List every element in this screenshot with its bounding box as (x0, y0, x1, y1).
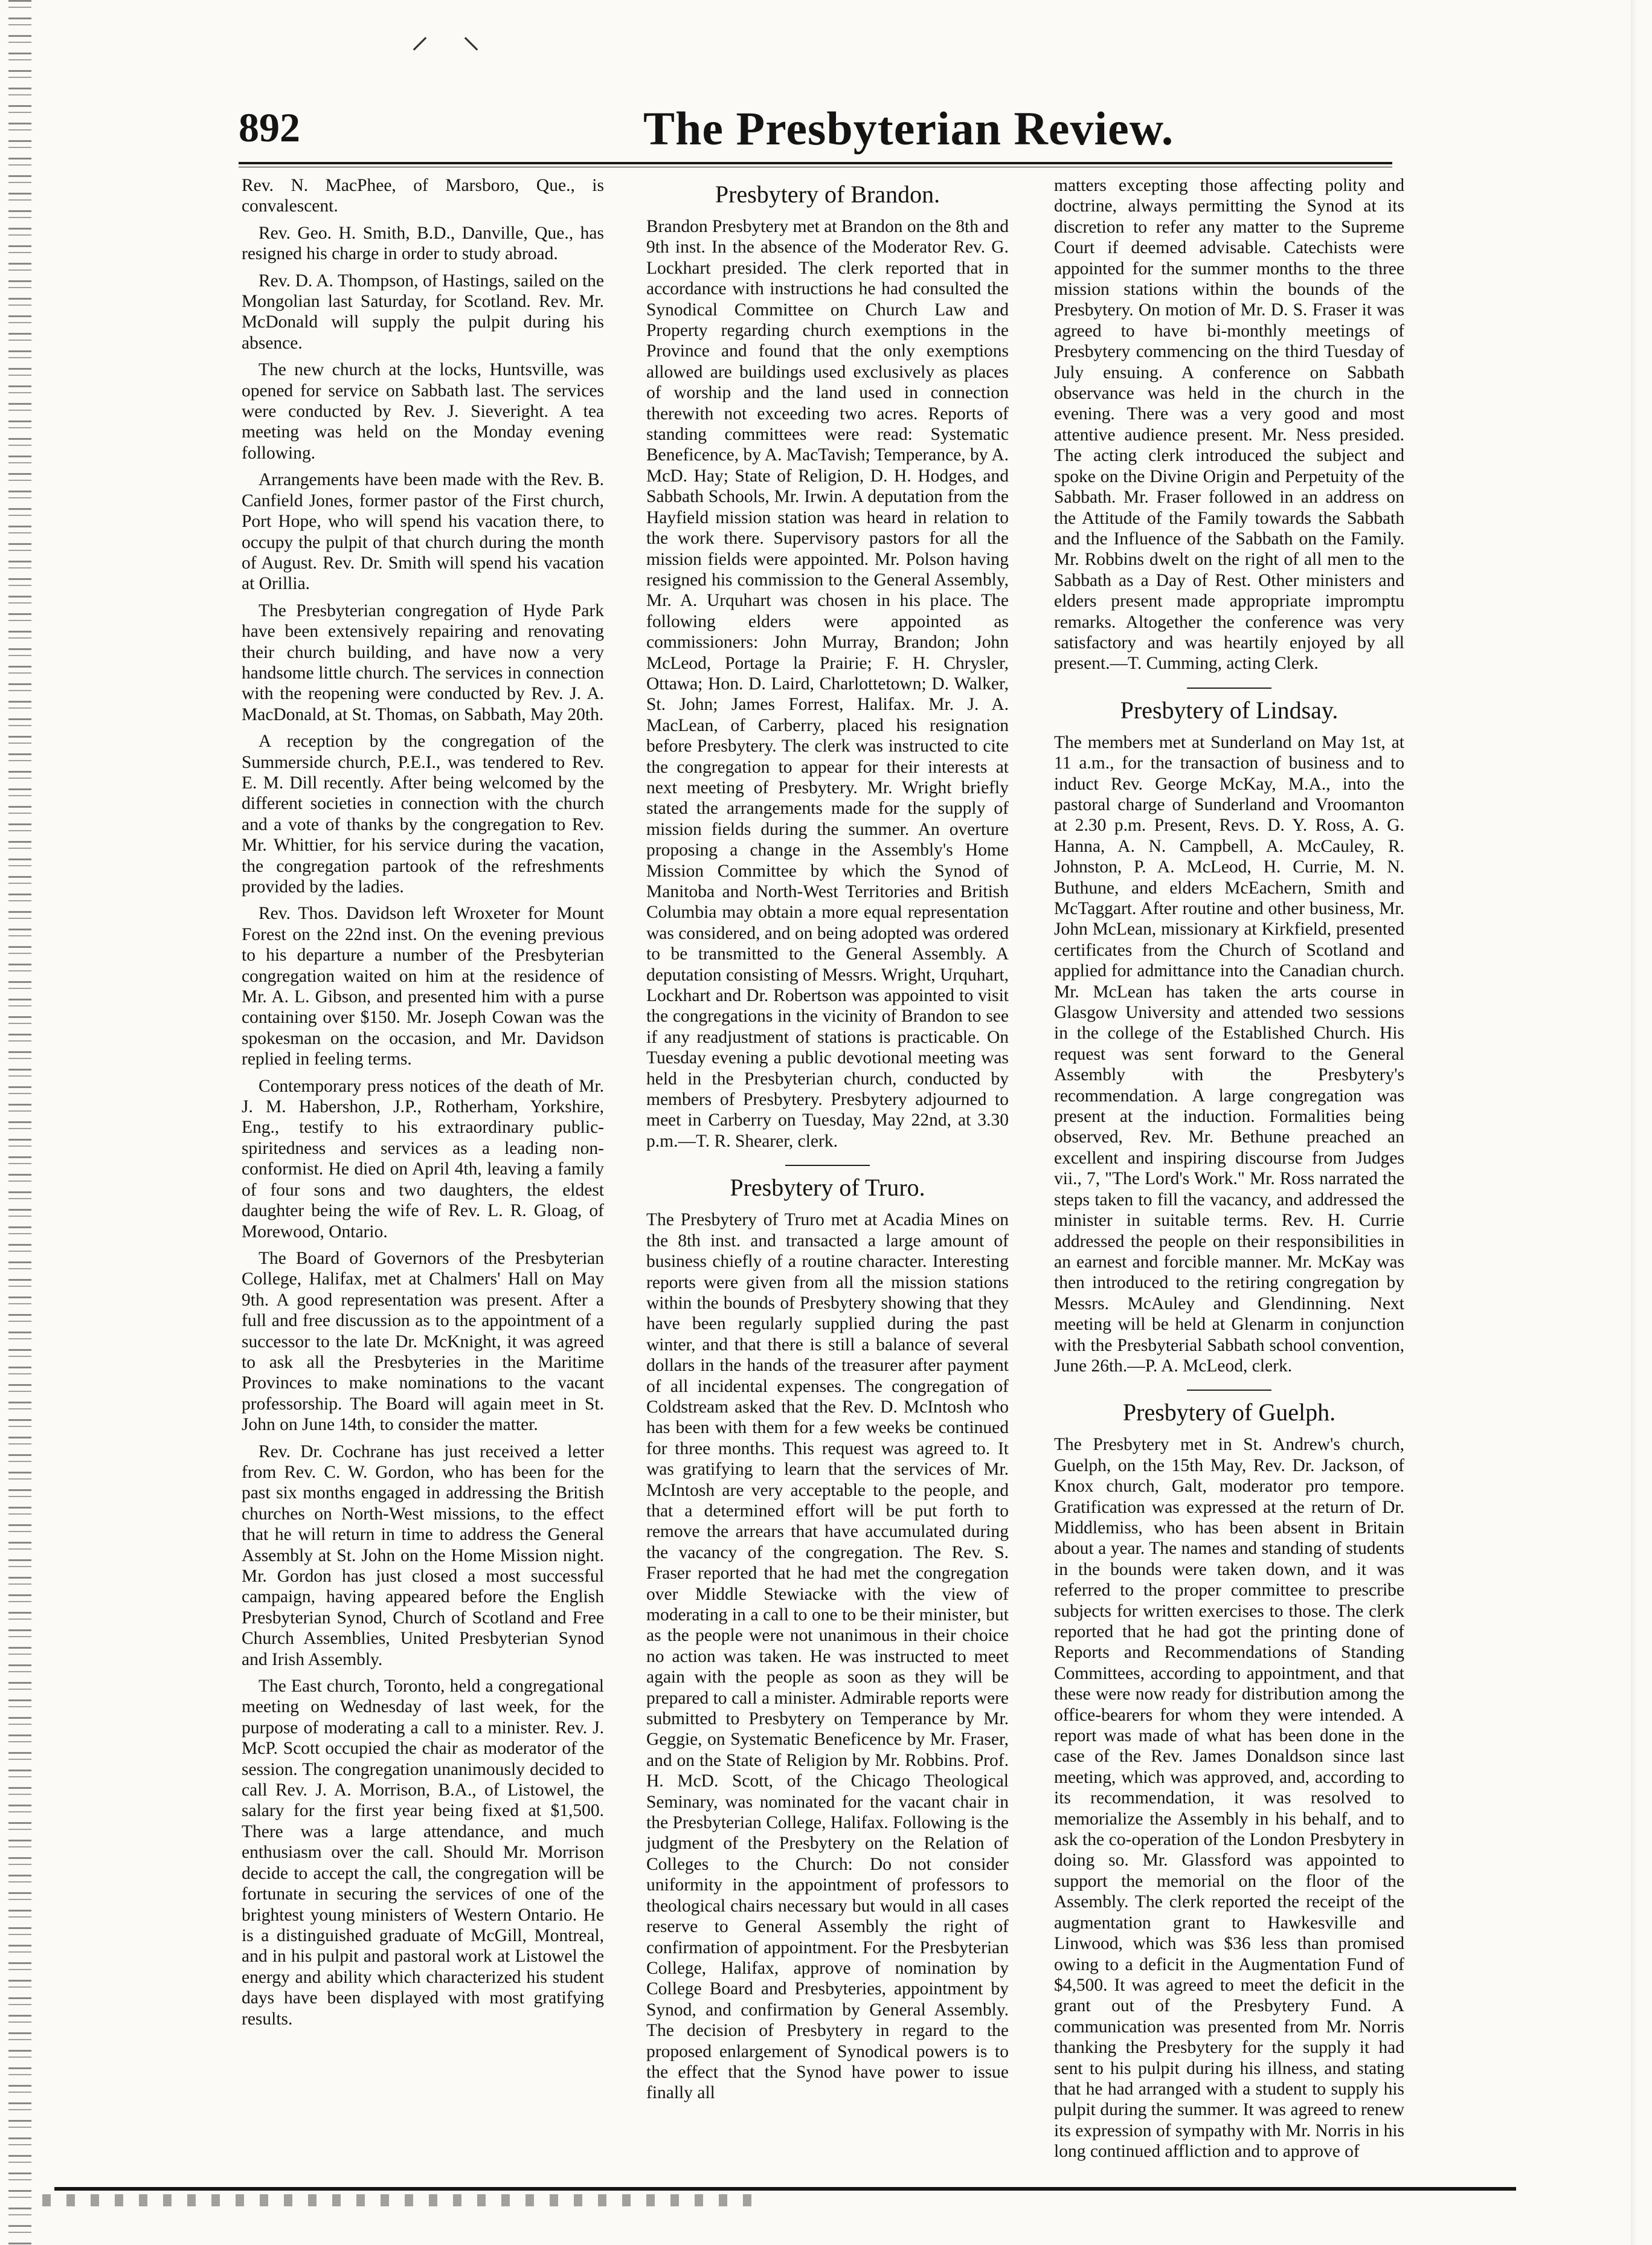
section-divider (1187, 1390, 1271, 1391)
column-3 (1054, 175, 1404, 2168)
section-divider (1187, 688, 1271, 689)
section-heading-truro: Presbytery of Truro. (730, 1174, 925, 1202)
bottom-rule (54, 2187, 1516, 2191)
news-item: The Board of Governors of the Presbyterian College, Halifax, met at Chalmers' Hall on May 9th. A good representation was present. After a full and free discussion as to the appointment of a successor to the late Dr. McKnight, it was agreed to ask all the Presbyteries in the Maritime Provinces to make nominations to the vacant professorship. The Board will again meet in St. John on June 14th, to consider the matter. (242, 1248, 604, 1435)
scan-bottom-noise (42, 2194, 767, 2206)
scan-binding-edge (8, 0, 31, 2245)
news-item: The East church, Toronto, held a congregational meeting on Wednesday of last week, for the purpose of moderating a call to a minister. Rev. J. McP. Scott occupied the chair as moderator of the session. The congregation unanimously decided to call Rev. J. A. Morrison, B.A., of Listowel, the salary for the first year being fixed at $1,500. There was a large attendance, and much enthusiasm over the call. Should Mr. Morrison decide to accept the call, the congregation will be fortunate in securing the services of one of the brightest young ministers of Western Ontario. He is a distinguished graduate of McGill, Montreal, and in his pulpit and pastoral work at Listowel the energy and ability which characterized his student days have been displayed with most gratifying results. (242, 1677, 604, 2029)
scan-right-edge (1631, 0, 1637, 2245)
news-item: Rev. Dr. Cochrane has just received a letter from Rev. C. W. Gordon, who has been for the past six months engaged in addressing the British churches on North-West missions, to the effect that he will return in time to address the General Assembly at St. John on the Home Mission night. Mr. Gordon has just closed a most successful campaign, having appeared before the English Presbyterian Synod, Church of Scotland and Free Church Assemblies, United Presbyterian Synod and Irish Assembly. (242, 1441, 604, 1669)
section-heading-guelph: Presbytery of Guelph. (1122, 1399, 1336, 1426)
continued-text: matters excepting those affecting polity and doctrine, always permitting the Synod at its discretion to refer any matter to the Supreme Court if deemed advisable. Catechists were appointed for the summer months to the three mission stations within the bounds of the Presbytery. On motion of Mr. D. S. Fraser it was agreed to have bi-monthly meetings of Presbytery commencing on the third Tuesday of July ensuing. A conference on Sabbath observance was held in the church in the evening. There was a very good and most attentive audience present. Mr. Ness presided. The acting clerk introduced the subject and spoke on the Divine Origin and Perpetuity of the Sabbath. Mr. Fraser followed in an address on the Attitude of the Family towards the Sabbath and the Influence of the Sabbath on the Family. Mr. Robbins dwelt on the right of all men to the Sabbath as a Day of Rest. Other ministers and elders present made appropriate impromptu remarks. Altogether the conference was very satisfactory and was heartily enjoyed by all present.—T. Cumming, acting Clerk. (1054, 176, 1404, 674)
news-item: A reception by the congregation of the Summerside church, P.E.I., was tendered to Rev. E. M. Dill recently. After being welcomed by the different societies in connection with the church and a vote of thanks by the congregation to Rev. Mr. Whittier, for his service during the vacation, the congregation partook of the refreshments provided by the ladies. (242, 732, 604, 897)
news-item: Contemporary press notices of the death of Mr. J. M. Habershon, J.P., Rotherham, Yorkshire, Eng., testify to his extraordinary public-spiritedness and services as a leading non-conformist. He died on April 4th, leaving a family of four sons and two daughters, the eldest daughter being the wife of Rev. L. R. Gloag, of Morewood, Ontario. (242, 1076, 604, 1242)
section-body-brandon: Brandon Presbytery met at Brandon on the 8th and 9th inst. In the absence of the Moderator Rev. G. Lockhart presided. The clerk reported that in accordance with instructions he had consulted the Synodical Committee on Church Law and Property regarding church exemptions in the Province and found that the only exemptions allowed are buildings used exclusively as places of worship and the land used in connection therewith not exceeding two acres. Reports of standing committees were read: Systematic Beneficence, by A. MacTavish; Temperance, by A. McD. Hay; State of Religion, D. H. Hodges, and Sabbath Schools, Mr. Irwin. A deputation from the Hayfield mission station was heard in relation to the work there. Supervisory pastors for all the mission fields were appointed. Mr. Polson having resigned his commission to the General Assembly, Mr. A. Urquhart was chosen in his place. The following elders were appointed as commissioners: John Murray, Brandon; John McLeod, Portage la Prairie; F. H. Chrysler, Ottawa; Hon. D. Laird, Charlottetown; D. Walker, St. John; James Forrest, Halifax. Mr. J. A. MacLean, of Carberry, placed his resignation before Presbytery. The clerk was instructed to cite the congregation to appear for their interests at next meeting of Presbytery. Mr. Wright briefly stated the arrangements made for the supply of mission fields during the summer. An overture proposing a change in the Assembly's Home Mission Committee by which the Synod of Manitoba and North-West Territories and British Columbia may obtain a more equal representation was considered, and on being adopted was ordered to be transmitted to the General Assembly. A deputation consisting of Messrs. Wright, Urquhart, Lockhart and Dr. Robertson was appointed to visit the congregations in the vicinity of Brandon to see if any readjustment of stations is practicable. On Tuesday evening a public devotional meeting was held in the Presbyterian church, conducted by members of Presbytery. Presbytery adjourned to meet in Carberry on Tuesday, May 22nd, at 3.30 p.m.—T. R. Shearer, clerk. (646, 217, 1009, 1151)
news-item: Rev. Geo. H. Smith, B.D., Danville, Que., has resigned his charge in order to study abroad. (242, 223, 604, 264)
column-1 (242, 175, 604, 2035)
masthead-title: The Presbyterian Review. (643, 102, 1174, 155)
section-body-truro: The Presbytery of Truro met at Acadia Mines on the 8th inst. and transacted a large amount of business chiefly of a routine character. Interesting reports were given from all the mission stations within the bounds of Presbytery showing that they have been regularly supplied during the past winter, and that there is still a balance of several dollars in the hands of the treasurer after payment of all incidental expenses. The congregation of Coldstream asked that the Rev. D. McIntosh who has been with them for a few weeks be continued for three months. This request was agreed to. It was gratifying to learn that the services of Mr. McIntosh are very acceptable to the people, and that a determined effort will be put forth to remove the arrears that have accumulated during the vacancy of the congregation. The Rev. S. Fraser reported that he had met the congregation over Middle Stewiacke with the view of moderating in a call to one to be their minister, but as the people were not unanimous in their choice no action was taken. He was instructed to meet again with the people as soon as they will be prepared to call a minister. Admirable reports were submitted to Presbytery on Temperance by Mr. Geggie, on Systematic Beneficence by Mr. Fraser, and on the State of Religion by Mr. Robbins. Prof. H. McD. Scott, of the Chicago Theological Seminary, was nominated for the vacant chair in the Presbyterian College, Halifax. Following is the judgment of the Presbytery on the Relation of Colleges to the Church: Do not consider uniformity in the appointment of professors to theological chairs necessary but would in all cases reserve to General Assembly the right of confirmation of appointment. For the Presbyterian College, Halifax, approve of nomination by College Board and Presbyteries, appointment by Synod, and confirmation by General Assembly. The decision of Presbytery in regard to the proposed enlargement of Synodical powers is to the effect that the Synod have power to issue finally all (646, 1210, 1009, 2103)
scan-corner-marks: ⸍ ⸌ (411, 31, 492, 71)
news-item: Rev. Thos. Davidson left Wroxeter for Mount Forest on the 22nd inst. On the evening previous to his departure a number of the Presbyterian congregation waited on him at the residence of Mr. A. L. Gibson, and presented him with a purse containing over $150. Mr. Joseph Cowan was the spokesman on the occasion, and Mr. Davidson replied in feeling terms. (242, 904, 604, 1069)
news-item: Rev. D. A. Thompson, of Hastings, sailed on the Mongolian last Saturday, for Scotland. Rev. Mr. McDonald will supply the pulpit during his absence. (242, 271, 604, 353)
news-item: The Presbyterian congregation of Hyde Park have been extensively repairing and renovating their church building, and have now a very handsome little church. The services in connection with the reopening were conducted by Rev. J. A. MacDonald, at St. Thomas, on Sabbath, May 20th. (242, 601, 604, 724)
page-number: 892 (239, 105, 300, 150)
news-item: The new church at the locks, Huntsville, was opened for service on Sabbath last. The services were conducted by Rev. J. Sieveright. A tea meeting was held on the Monday evening following. (242, 360, 604, 463)
section-body-guelph: The Presbytery met in St. Andrew's church, Guelph, on the 15th May, Rev. Dr. Jackson, of Knox church, Galt, moderator pro tempore. Gratification was expressed at the return of Dr. Middlemiss, who has been absent in Britain about a year. The names and standing of students in the bounds were taken down, and it was referred to the proper committee to prescribe subjects for written exercises to those. The clerk reported that he had got the printing done of Reports and Recommendations of Standing Committees, according to appointment, and that these were now ready for distribution among the office-bearers for whom they were intended. A report was made of what has been done in the case of the Rev. James Donaldson since last meeting, which was approved, and, according to its recommendation, it was resolved to memorialize the Assembly in his behalf, and to ask the co-operation of the London Presbytery in doing so. Mr. Glassford was appointed to support the memorial on the floor of the Assembly. The clerk reported the receipt of the augmentation grant to Hawkesville and Linwood, which was $36 less than promised owing to a deficit in the Augmentation Fund of $4,500. It was agreed to meet the deficit in the grant out of the Presbytery Fund. A communication was presented from Mr. Norris thanking the Presbytery for the supply it had sent to his pulpit during his illness, and stating that he had arranged with a student to supply his pulpit during the summer. It was agreed to renew its expression of sympathy with Mr. Norris in his long continued affliction and to approve of (1054, 1435, 1404, 2162)
header-rule (239, 162, 1392, 164)
section-body-lindsay: The members met at Sunderland on May 1st, at 11 a.m., for the transaction of business and to induct Rev. George McKay, M.A., into the pastoral charge of Sunderland and Vroomanton at 2.30 p.m. Present, Revs. D. Y. Ross, A. G. Hanna, A. N. Campbell, A. McCauley, R. Johnston, P. A. McLeod, H. Currie, M. N. Buthune, and elders McEachern, Smith and McTaggart. After routine and other business, Mr. John McLean, missionary at Kirkfield, presented certificates from the Church of Scotland and applied for admittance into the Canadian church. Mr. McLean has taken the arts course in Glasgow University and attended two sessions in the college of the Established Church. His request was sent forward to the General Assembly with the Presbytery's recommendation. A large congregation was present at the induction. Formalities being observed, Rev. Mr. Bethune preached an excellent and inspiring discourse from Judges vii., 7, "The Lord's Work." Mr. Ross narrated the steps taken to fill the vacancy, and addressed the minister in suitable terms. Rev. H. Currie addressed the people on their responsibilities in an earnest and forcible manner. Mr. McKay was then introduced to the retiring congregation by Messrs. McAuley and Glendinning. Next meeting will be held at Glenarm in conjunction with the Presbyterial Sabbath school convention, June 26th.—P. A. McLeod, clerk. (1054, 732, 1404, 1376)
column-2 (646, 175, 1009, 2110)
section-heading-lindsay: Presbytery of Lindsay. (1120, 696, 1339, 724)
news-item: Arrangements have been made with the Rev. B. Canfield Jones, former pastor of the First church, Port Hope, who will spend his vacation there, to occupy the pulpit of that church during the month of August. Rev. Dr. Smith will spend his vacation at Orillia. (242, 470, 604, 594)
section-heading-brandon: Presbytery of Brandon. (715, 181, 940, 208)
news-item: Rev. N. MacPhee, of Marsboro, Que., is convalescent. (242, 176, 604, 216)
section-divider (785, 1165, 870, 1166)
